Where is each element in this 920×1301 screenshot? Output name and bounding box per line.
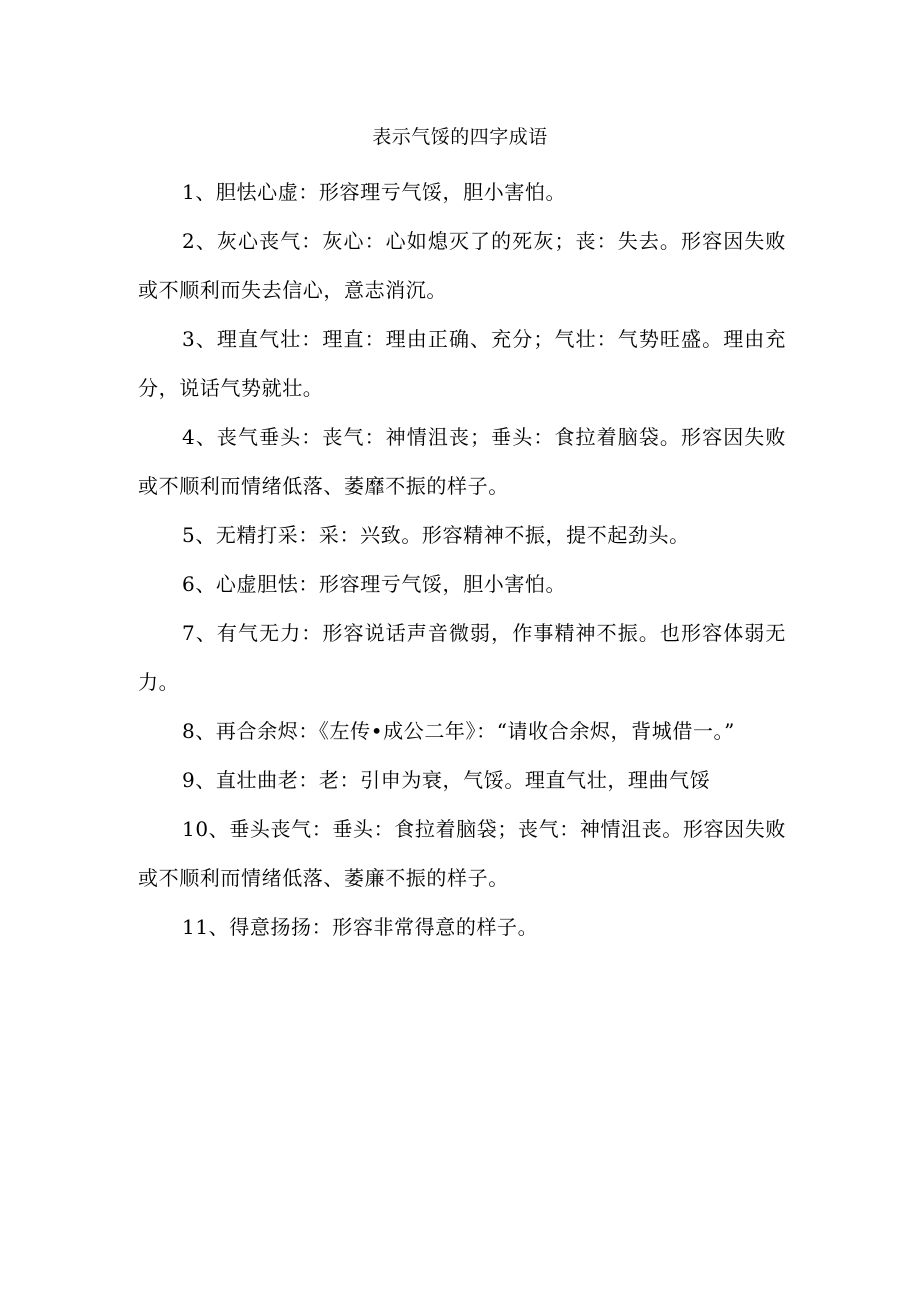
idiom-entry-1: 1、胆怯心虚：形容理亏气馁，胆小害怕。	[182, 180, 567, 204]
idiom-entry-8: 8、再合余烬：《左传•成公二年》：“请收合余烬，背城借一。”	[182, 719, 735, 743]
idiom-entry-10: 10、垂头丧气：垂头：食拉着脑袋；丧气：神情沮丧。形容因失败或不顺利而情绪低落、萎廉不振的样子。	[138, 817, 786, 890]
idiom-entry-11: 11、得意扬扬：形容非常得意的样子。	[182, 915, 539, 939]
document-title: 表示气馁的四字成语	[372, 126, 548, 148]
idiom-entry-6: 6、心虚胆怯：形容理亏气馁，胆小害怕。	[182, 572, 567, 596]
idiom-entry-5: 5、无精打采：采：兴致。形容精神不振，提不起劲头。	[182, 523, 690, 547]
document-body	[138, 168, 786, 952]
idiom-entry-3: 3、理直气壮：理直：理由正确、充分；气壮：气势旺盛。理由充分，说话气势就壮。	[138, 327, 786, 400]
idiom-entry-7: 7、有气无力：形容说话声音微弱，作事精神不振。也形容体弱无力。	[138, 621, 786, 694]
idiom-entry-4: 4、丧气垂头：丧气：神情沮丧；垂头：食拉着脑袋。形容因失败或不顺利而情绪低落、萎靡不振的样子。	[138, 425, 786, 498]
idiom-entry-2: 2、灰心丧气：灰心：心如熄灭了的死灰；丧：失去。形容因失败或不顺利而失去信心，意志消沉。	[138, 229, 786, 302]
idiom-entry-9: 9、直壮曲老：老：引申为衰，气馁。理直气壮，理曲气馁	[182, 768, 711, 792]
